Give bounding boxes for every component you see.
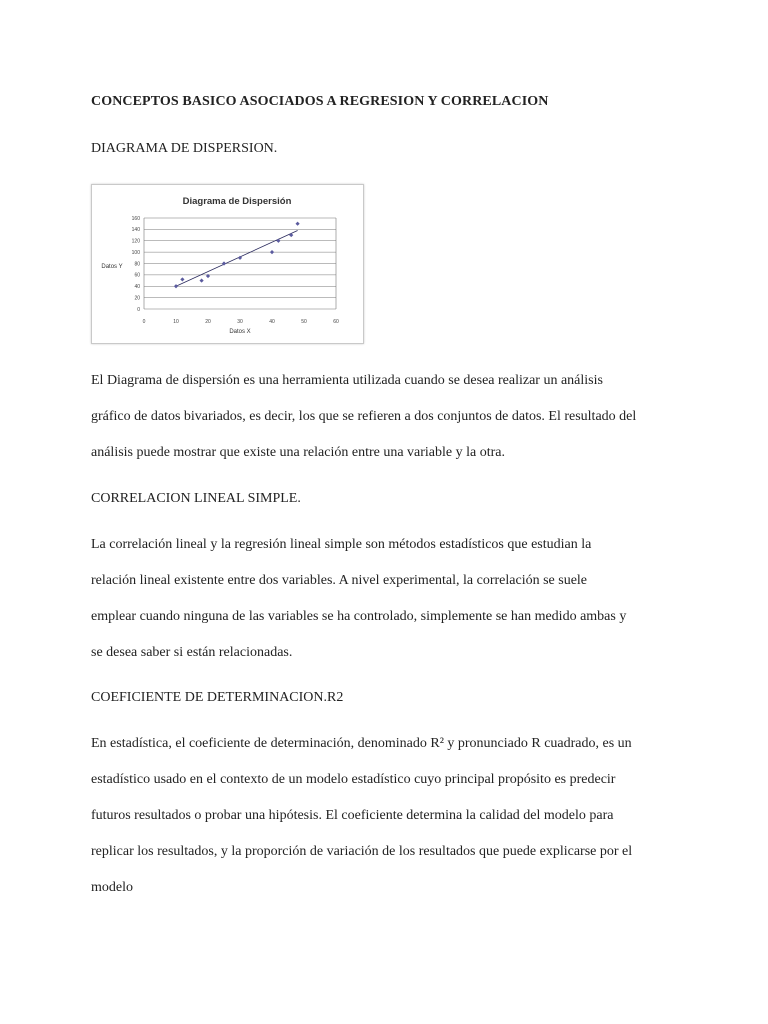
paragraph-line: La correlación lineal y la regresión lineal simple son métodos estadísticos que estudian la [91, 537, 592, 552]
paragraph-line: relación lineal existente entre dos variables. A nivel experimental, la correlación se suele [91, 573, 588, 588]
paragraph-line: se desea saber si están relacionadas. [91, 645, 293, 660]
data-point [296, 222, 300, 226]
y-tick-label: 40 [134, 284, 140, 291]
x-tick-label: 20 [205, 319, 211, 325]
x-tick-label: 30 [237, 319, 243, 325]
paragraph-line: estadístico usado en el contexto de un modelo estadístico cuyo principal propósito es predecir [91, 772, 616, 787]
x-tick-label: 50 [301, 319, 307, 325]
document-title: CONCEPTOS BASICO ASOCIADOS A REGRESION Y CORRELACION [91, 94, 549, 109]
y-tick-label: 20 [134, 295, 140, 302]
data-point [270, 250, 274, 254]
x-tick-label: 40 [269, 319, 275, 325]
chart-grid [144, 218, 336, 309]
data-point [276, 239, 280, 243]
scatter-chart-figure [91, 184, 364, 344]
data-point [180, 277, 184, 281]
data-point [200, 278, 204, 282]
paragraph-line: gráfico de datos bivariados, es decir, los que se refieren a dos conjuntos de datos. El resultado del [91, 409, 637, 424]
data-point [289, 233, 293, 237]
y-tick-label: 100 [131, 249, 140, 256]
y-axis-label: Datos Y [101, 264, 123, 270]
y-tick-label: 80 [134, 261, 140, 268]
section-heading-coeficiente: COEFICIENTE DE DETERMINACION.R2 [91, 690, 344, 705]
x-tick-label: 0 [142, 319, 146, 325]
paragraph-line: futuros resultados o probar una hipótesis. El coeficiente determina la calidad del modelo para [91, 808, 614, 823]
paragraph-line: modelo [91, 880, 133, 895]
y-axis-ticks [132, 216, 141, 313]
paragraph-line: emplear cuando ninguna de las variables se ha controlado, simplemente se han medido ambas y [91, 609, 627, 624]
data-point [206, 274, 210, 278]
y-tick-label: 120 [131, 238, 140, 245]
section-heading-correlacion: CORRELACION LINEAL SIMPLE. [91, 491, 301, 506]
y-tick-label: 0 [137, 306, 140, 313]
chart-trendline [176, 231, 298, 287]
section-heading-diagrama: DIAGRAMA DE DISPERSION. [91, 141, 278, 156]
paragraph-line: En estadística, el coeficiente de determinación, denominado R² y pronunciado R cuadrado, es un [91, 736, 632, 751]
y-tick-label: 160 [131, 215, 140, 222]
paragraph-line: replicar los resultados, y la proporción de variación de los resultados que puede explicarse por el [91, 844, 633, 859]
x-tick-label: 60 [333, 319, 339, 325]
paragraph-line: análisis puede mostrar que existe una relación entre una variable y la otra. [91, 445, 505, 460]
paragraph-line: El Diagrama de dispersión es una herramienta utilizada cuando se desea realizar un análisis [91, 373, 603, 388]
data-point [174, 284, 178, 288]
x-axis-label: Datos X [229, 329, 251, 335]
x-axis-ticks [143, 319, 339, 325]
y-tick-label: 140 [131, 227, 140, 234]
x-tick-label: 10 [173, 319, 179, 325]
chart-title: Diagrama de Dispersión [182, 196, 292, 207]
y-tick-label: 60 [134, 272, 140, 279]
scatter-chart [92, 185, 363, 343]
